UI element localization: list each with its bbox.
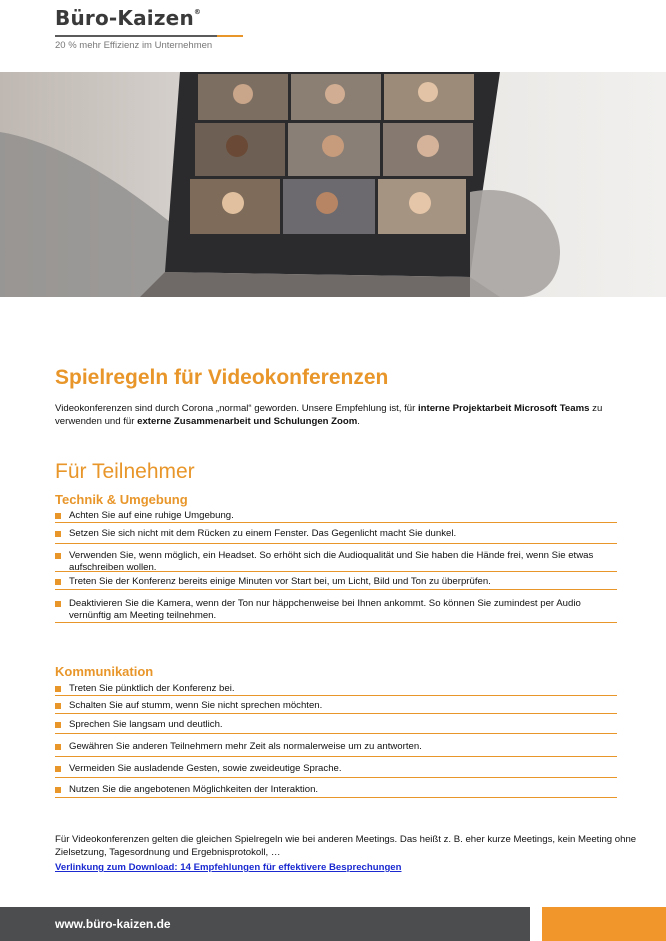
bullet-square-icon [55,513,61,519]
list-item: Schalten Sie auf stumm, wenn Sie nicht sprechen möchten. [55,696,617,714]
participants-heading: Für Teilnehmer [55,460,195,483]
logo-underline [55,35,217,37]
kommunikation-heading: Kommunikation [55,664,154,679]
footer-accent-block [542,907,666,941]
list-item: Setzen Sie sich nicht mit dem Rücken zu einem Fenster. Das Gegenlicht macht Sie dunkel. [55,523,617,544]
logo-name: Büro-Kaizen [55,6,194,30]
list-item: Gewähren Sie anderen Teilnehmern mehr Zeit als normalerweise um zu antworten. [55,734,617,757]
list-item: Treten Sie pünktlich der Konferenz bei. [55,681,617,696]
logo [55,6,213,51]
intro-text-1: Videokonferenzen sind durch Corona „normal“ geworden. Unsere Empfehlung ist, für [55,403,418,414]
bullet-square-icon [55,766,61,772]
bullet-square-icon [55,601,61,607]
logo-tagline: 20 % mehr Effizienz im Unternehmen [55,40,213,51]
bullet-square-icon [55,722,61,728]
logo-underline-accent [217,35,243,37]
list-item: Deaktivieren Sie die Kamera, wenn der Ton nur häppchenweise bei Ihnen ankommt. So können Sie zumindest per Audio vernünftig am Meeting teilnehmen. [55,590,617,623]
download-link[interactable]: Verlinkung zum Download: 14 Empfehlungen für effektivere Besprechungen [55,862,402,873]
closing-paragraph: Für Videokonferenzen gelten die gleichen Spielregeln wie bei anderen Meetings. Das heißt z. B. eher kurze Meetings, kein Meeting ohne Zielsetzung, Tagesordnung und Ergebnisprotokoll, … [55,834,637,858]
video-grid [190,74,474,234]
intro-bold-zoom: externe Zusammenarbeit und Schulungen Zoom [137,416,358,427]
page-title: Spielregeln für Videokonferenzen [55,366,389,389]
bullet-square-icon [55,686,61,692]
bullet-square-icon [55,703,61,709]
list-item: Vermeiden Sie ausladende Gesten, sowie zweideutige Sprache. [55,757,617,778]
intro-paragraph [55,402,645,428]
hero-image [0,72,666,297]
technik-heading: Technik & Umgebung [55,492,188,507]
bullet-square-icon [55,553,61,559]
footer-website-link[interactable]: www.büro-kaizen.de [55,917,171,931]
intro-text-3: . [357,416,360,427]
bullet-square-icon [55,579,61,585]
footer-bar [0,907,530,941]
list-item: Nutzen Sie die angebotenen Möglichkeiten der Interaktion. [55,778,617,798]
list-item: Verwenden Sie, wenn möglich, ein Headset. So erhöht sich die Audioqualität und Sie haben die Hände frei, wenn Sie etwas aufschreiben wollen. [55,544,617,572]
bullet-square-icon [55,787,61,793]
technik-list [55,509,617,623]
intro-bold-teams: interne Projektarbeit Microsoft Teams [417,403,590,414]
list-item: Treten Sie der Konferenz bereits einige Minuten vor Start bei, um Licht, Bild und Ton zu überprüfen. [55,572,617,590]
bullet-square-icon [55,531,61,537]
list-item: Achten Sie auf eine ruhige Umgebung. [55,509,617,523]
video-conference-illustration [0,72,666,297]
kommunikation-list [55,681,617,798]
bullet-square-icon [55,744,61,750]
intro-text-2: zu verwenden und für [55,403,603,427]
list-item: Sprechen Sie langsam und deutlich. [55,714,617,734]
logo-registered-mark: ® [193,8,202,16]
